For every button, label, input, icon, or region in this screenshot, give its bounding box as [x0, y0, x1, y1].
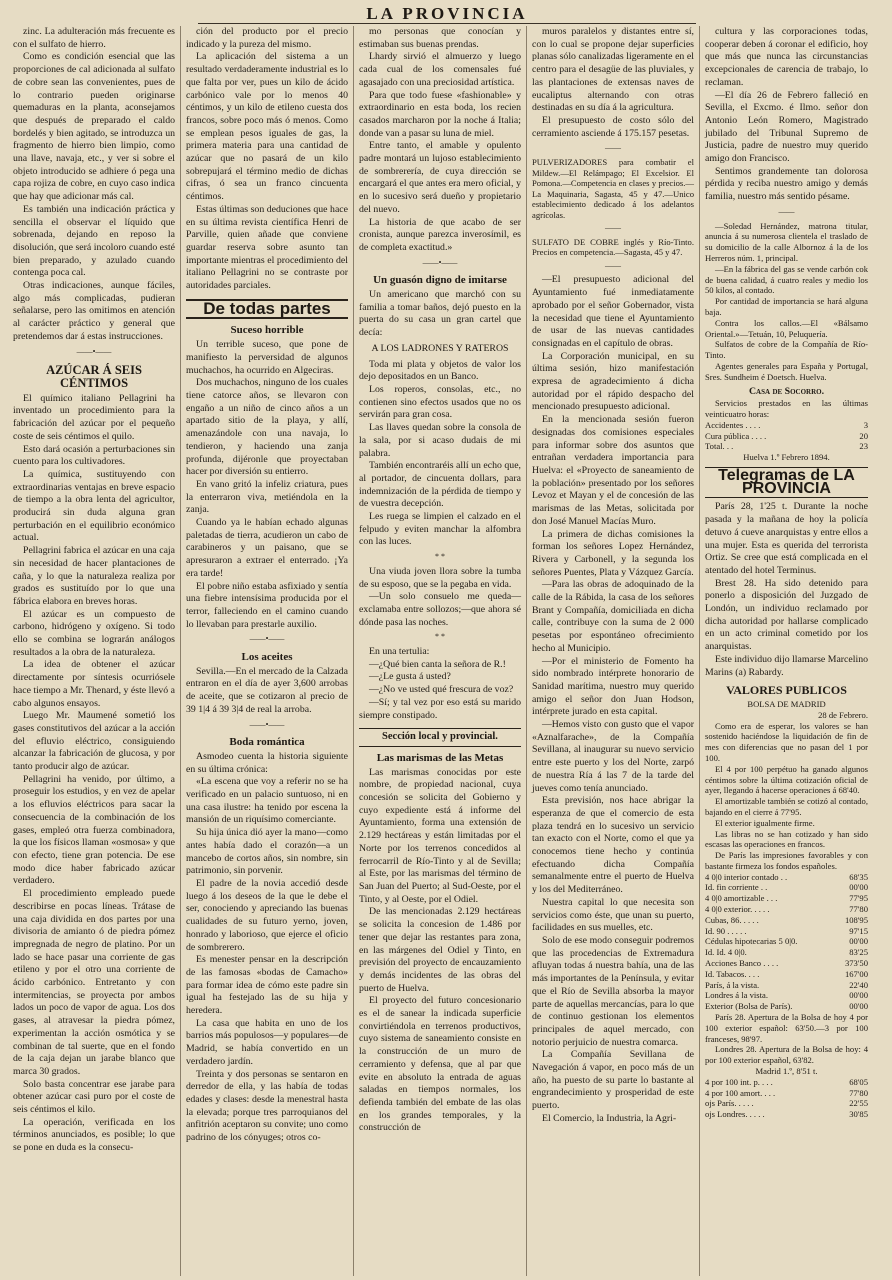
paragraph: Toda mi plata y objetos de valor los dejo depositados en un Banco.	[359, 358, 521, 383]
paragraph: Contra los callos.—El «Bálsamo Oriental.»—Tetuán, 10, Peluquería.	[705, 317, 868, 339]
separator: * *	[435, 632, 445, 642]
col2-boda-body	[186, 751, 348, 1145]
paragraph: La aplicación del sistema a un resultado verdaderamente industrial es lo que falta por ver, pues un kilo de ácido carbónico vale por lo menos 40 céntimos, y un kilo de etileno cuesta dos francos, sobre poco más ó menos. Como se emplean pesos iguales de gas, la primera materia para una cantidad de azúcar que no pasará de un kilo sobrepujará el término medio de dichas cifras, ó sea un franco cincuenta céntimos.	[186, 51, 348, 203]
column-2	[181, 26, 354, 1276]
paragraph: Treinta y dos personas se sentaron en derredor de ella, y las había de todas edades y clases: desde la menestral hasta la elevada; porque tres parroquianos del anfitrión aceptaron su convite; uno como padrino de los cónyuges; otros co-	[186, 1068, 348, 1144]
paragraph: Asmodeo cuenta la historia siguiente en su última crónica:	[186, 750, 348, 775]
newspaper-title: LA PROVINCIA	[366, 4, 528, 23]
paragraph: Las llaves quedan sobre la consola de la sala, por si acaso dudais de mi palabra.	[359, 422, 521, 459]
paragraph: Lhardy sirvió el almuerzo y luego cada cual de los comensales fué agasajado con una preciosidad artística.	[359, 51, 521, 88]
table-row	[705, 1109, 868, 1120]
paragraph: La historia de que acabo de ser cronista, aunque parezca inverosímil, es de completa exactitud.»	[359, 216, 521, 253]
paragraph: mo personas que conocían y estimaban sus buenas prendas.	[359, 26, 521, 50]
paragraph: En vano gritó la infeliz criatura, pues la enterraron viva, metiéndola en la zanja.	[186, 478, 348, 516]
table-row	[705, 431, 868, 442]
row-label: 4 por 100 amort. . . .	[705, 1087, 776, 1098]
row-label: Londres á la vista.	[705, 990, 769, 1001]
paragraph: cultura y las corporaciones todas, cooperar deben á coronar el edificio, hoy que más que nunca las circunstancias excepcionales de carencia de trabajo, lo reclaman.	[705, 26, 868, 88]
row-value: 373'50	[844, 958, 868, 969]
row-label: Id. Id. 4 0|0.	[705, 947, 747, 958]
row-value: 00'00	[849, 1001, 868, 1012]
socorro-date: Huelva 1.º Febrero 1894.	[743, 452, 830, 463]
row-label: 4 0|0 interior contado . .	[705, 871, 788, 882]
paragraph: La Compañía Sevillana de Navegación á vapor, en poco más de un año, ha puesto de su parte lo bastante al engrandecimiento y prosperidad de este puerto.	[532, 1049, 694, 1112]
col2-suceso-body	[186, 339, 348, 631]
paragraph: El exterior igualmente firme.	[715, 817, 815, 828]
socorro-intro: Servicios prestados en las últimas veinticuatro horas:	[705, 398, 868, 419]
paragraph: —Para las obras de adoquinado de la calle de la Rábida, la casa de los señores Brant y Compañía, domiciliada en dicha calle, contribuye con la suma de 2 000 pesetas por espontáneo ofrecimiento hecho al Municipio.	[532, 579, 694, 654]
telegrams-heading: Telegramas de LA PROVINCIA	[705, 467, 868, 498]
table-row	[705, 947, 868, 958]
advertisement-pulverizadores: PULVERIZADORES para combatir el Mildew.—El Relámpago; El Excelsior. El Pomona.—Competencia en clases y precios.—La Maquinaria, Sagasta, 45 y 47.—Unico establecimiento dedicado á los adelantos agrícolas.	[532, 157, 694, 220]
paragraph: —El presupuesto adicional del Ayuntamiento fué inmediatamente aprobado por el señor Gobernador, vista la necesidad que tiene el Ayuntamiento de usar de las nuevas cantidades consignadas en el capítulo de obras.	[532, 274, 694, 349]
paragraph: Agentes generales para España y Portugal, Sres. Sundheim é Doetsch. Huelva.	[705, 360, 868, 382]
row-value: 97'15	[849, 925, 868, 936]
row-value: 77'95	[849, 893, 868, 904]
paragraph: «La escena que voy a referir no se ha verificado en un palacio suntuoso, ni en una casa ilustre: ha tenido por escena la mansión de un riquísimo comerciante.	[186, 776, 348, 826]
paragraph: El azúcar es un compuesto de carbono, hidrógeno y oxígeno. Si todo ello se combina se lograrán análogos resultados a la obra de la naturaleza.	[13, 608, 175, 658]
row-value: 68'05	[849, 1076, 868, 1087]
paragraph: Brest 28. Ha sido detenido para ponerlo a disposición del Juzgado de Londón, un individuo reclamado por dicha autoridad por hallarse complicado en un acto criminal cometido por los anarquistas.	[705, 577, 868, 653]
col1-article-body	[13, 393, 175, 1155]
row-label: Exterior (Bolsa de París).	[705, 1001, 793, 1012]
column-5	[700, 26, 873, 1276]
separator: ——	[605, 260, 621, 270]
row-label: 4 por 100 int. p. . . .	[705, 1076, 773, 1087]
row-value: 68'35	[849, 871, 868, 882]
paragraph: muros paralelos y distantes entre sí, con lo cual se propone dejar superficies planas sólo canalizadas ligeramente en el centro para el desagüe de las pluviales, y las plantaciones de extensas naves de eucaliptus alternando con otras destinadas en su día á la agricultura.	[532, 26, 694, 114]
paragraph: Es menester pensar en la descripción de las famosas «bodas de Camacho» para formar idea de cómo este padre sin igual ha festejado las de su hija y heredera.	[186, 954, 348, 1017]
valores-table	[705, 872, 868, 1012]
row-label: Id. 90 . . . . .	[705, 925, 747, 936]
paragraph: La Corporación municipal, en su última sesión, hizo manifestación expresa de agradecimiento á dicha autoridad por el rápido despacho del mencionado presupuesto adicional.	[532, 350, 694, 413]
londres-quote: Londres 28. Apertura de la Bolsa de hoy: 4 por 100 exterior español, 63'82.	[705, 1044, 868, 1066]
paragraph: París 28, 1'25 t. Durante la noche pasada y la mañana de hoy la policía detuvo á cueve anarquistas y entre ellos a una mujer. Esta es querida del terrorista Ortiz. Se cree que está complicada en el atentado del hotel Terminus.	[705, 501, 868, 576]
table-row	[705, 1098, 868, 1109]
valores-heading: VALORES PUBLICOS	[726, 683, 847, 698]
separator: ——•——	[249, 719, 285, 729]
separator: ——•——	[249, 634, 285, 644]
row-label: 4 0|0 amortizable . . .	[705, 893, 778, 904]
col3-marismas-body	[359, 767, 521, 1135]
table-row	[705, 969, 868, 980]
column-4	[527, 26, 700, 1276]
paragraph: Los roperos, consolas, etc., no contienen sino efectos usados que no os servirán para gran cosa.	[359, 383, 521, 421]
row-value: 00'00	[849, 936, 868, 947]
col5-intro	[705, 26, 868, 204]
paragraph: Por cantidad de importancia se hará alguna baja.	[705, 296, 868, 317]
table-row	[705, 990, 868, 1001]
column-3	[354, 26, 527, 1276]
separator: ——	[605, 143, 621, 153]
article-heading-boda: Boda romántica	[229, 736, 305, 749]
paragraph: —¿No ve usted qué frescura de voz?	[369, 684, 514, 696]
paragraph: El 4 por 100 perpétuo ha ganado algunos céntimos sobre la última cotización oficial de ayer, llegando á hacerse operaciones á 68'40.	[705, 763, 868, 796]
paragraph: Solo basta concentrar ese jarabe para obtener azúcar casi puro por el coste de seis céntimos el kilo.	[13, 1078, 175, 1116]
row-value: 30'85	[849, 1109, 868, 1120]
table-row	[705, 1088, 868, 1099]
paragraph: —¿Qué bien canta la señora de R.!	[369, 658, 506, 670]
row-value: 108'95	[844, 914, 868, 925]
paragraph: Un americano que marchó con su familia a tomar baños, dejó puesto en la puerta do su casa un gran cartel que decía:	[359, 289, 521, 339]
row-label: Cura pública . . . .	[705, 430, 767, 441]
separator: ——•——	[76, 346, 112, 356]
row-value: 77'80	[849, 1087, 868, 1098]
table-row	[705, 872, 868, 883]
paragraph: Una viuda joven llora sobre la tumba de su esposo, que se la pegaba en vida.	[359, 565, 521, 590]
row-value: 83'25	[849, 947, 868, 958]
col2-aceites-body	[186, 666, 348, 717]
paragraph: Las libras no se han cotizado y han sido escasas las operaciones en francos.	[705, 828, 868, 850]
row-label: Acciones Banco . . . .	[705, 958, 779, 969]
paragraph: En la mencionada sesión fueron designadas dos comisiones especiales para informar sobre dos asuntos que entrañan verdadera importancia para Huelva: el «Proyecto de saneamiento de la población» presentado por los señores Levoz et Mayan y el de concesión de las marismas de las Metas, solicitada por don José Manuel Macías Muro.	[532, 414, 694, 527]
section-heading-de-todas-partes: De todas partes	[186, 299, 348, 320]
col3-intro	[359, 26, 521, 255]
row-value: 00'00	[849, 990, 868, 1001]
row-label: ojs Londres. . . . .	[705, 1109, 765, 1120]
table-row	[705, 980, 868, 991]
table-row	[705, 926, 868, 937]
paragraph: Su hija única dió ayer la mano—como antes había dado el corazón—a un mancebo de cortos años, sin nombre, sin patrimonio, sin porvenir.	[186, 827, 348, 877]
separator: ——•——	[422, 257, 458, 267]
paragraph: Pellagrini fabrica el azúcar en una caja sin necesidad de hacer plantaciones de caña, y lo que la naturaleza realiza por grados es sustituído por lo que una fábrica elabora en breves horas.	[13, 545, 175, 607]
paragraph: El Comercio, la Industria, la Agri-	[542, 1112, 677, 1124]
paragraph: —Por el ministerio de Fomento ha sido nombrado intérprete honorario de Sanidad marítima, nuestro muy querido amigo el señor don Juan Hodson, intérprete jurado en esta capital.	[532, 655, 694, 718]
paragraph: En una tertulia:	[369, 646, 430, 658]
paragraph: También encontraréis allí un echo que, al portador, de cincuenta dollars, para indemnización de la pérdida de tiempo y de vuestra decepción.	[359, 460, 521, 510]
paragraph: Luego Mr. Maumené sometió los gases constitutivos del azúcar a la acción del efluvio eléctrico, consiguiendo alcanzar la fabricación de glucosa, y por tanto producir algo de azúcar.	[13, 710, 175, 773]
paragraph: —Soledad Hernández, matrona titular, anuncia á su numerosa clientela el traslado de su domicilio de la calle Albornoz á la de los Herreros núm. 1, principal.	[705, 220, 868, 263]
madrid-table	[705, 1077, 868, 1120]
col4-intro	[532, 26, 694, 140]
paragraph: —Un solo consuelo me queda—exclamaba entre sollozos;—que ahora sé dónde pasa las noches.	[359, 591, 521, 628]
article-heading-aceites: Los aceites	[241, 651, 293, 664]
row-value: 22'40	[849, 979, 868, 990]
separator: ——	[778, 206, 795, 216]
table-row	[705, 958, 868, 969]
paragraph: —El día 26 de Febrero falleció en Sevilla, el Excmo. é Ilmo. señor don Antonio León Romero, Magistrado jubilado del Tribunal Supremo de Justicia, padre de nuestro muy querido amigo don Francisco.	[705, 89, 868, 165]
paragraph: Sulfatos de cobre de la Compañía de Río-Tinto.	[705, 339, 868, 361]
row-label: Cédulas hipotecarias 5 0|0.	[705, 936, 798, 947]
paragraph: La primera de dichas comisiones la forman los señores Lopez Hernández, Rivera y Carbonell, y la segunda los señores Puentes, Plata y Vázquez García.	[532, 528, 694, 578]
row-value: 3	[863, 419, 868, 430]
telegrams-body	[705, 501, 868, 679]
paragraph: Nuestra capital lo que necesita son servicios como éste, que unan su puerto, facilidades en sus muelles, etc.	[532, 896, 694, 934]
masthead-rule	[198, 23, 696, 24]
paragraph: Les ruega se limpien el calzado en el felpudo y eviten manchar la alfombra con las luces.	[359, 511, 521, 548]
paragraph: Un terrible suceso, que pone de manifiesto la perversidad de algunos muchachos, ha ocurrido en Algeciras.	[186, 339, 348, 376]
madrid-title: Madrid 1.º, 8'51 t.	[755, 1066, 818, 1077]
row-label: Accidentes . . . .	[705, 419, 761, 430]
col5-ads	[705, 221, 868, 383]
col1-intro	[13, 26, 175, 344]
paragraph: El amortizable también se cotizó al contado, bajando en el cierre á 77'95.	[705, 796, 868, 817]
row-value: 77'80	[849, 904, 868, 915]
table-row	[705, 1001, 868, 1012]
row-value: 00'00	[849, 882, 868, 893]
paragraph: —Sí; y tal vez por eso está su marido siempre constipado.	[359, 696, 521, 721]
paragraph: —Hemos visto con gusto que el vapor «Aznalfarache», de la Compañía Sevillana, al inaugurar su nuevo servicio entre este puerto y los del Norte, zarpó de nuestra Ría á las 7 de la tarde del jueves como tenía anunciado.	[532, 719, 694, 794]
row-label: París, á la vista.	[705, 979, 760, 990]
paragraph: Las marismas conocidas por este nombre, de propiedad nacional, cuya concesión se solicita del Gobierno y cuyo expediente está á informe del Ayuntamiento, forma una extensión de 2.129 hectáreas y están limitadas por el Norte por los terrenos concedidos al ferrocarril de Río-Tinto y al de Sevilla; al Este, por las marismas del término de San Juan del Puerto; al Sud-Oeste, por el Tinto, y al Oeste, por el Odiel.	[359, 766, 521, 905]
paragraph: El padre de la novia accedió desde luego á los deseos de la que le debe el ser, conociendo y apreciando las buenas cualidades de su futuro yerno, joven, honrado y laborioso, que ejerce el oficio de sombrerero.	[186, 878, 348, 953]
paragraph: Esta previsión, nos hace abrigar la esperanza de que el comercio de esta plaza tendrá en lo sucesivo un servicio tan exacto con el Norte, como el que ya conocemos tiene hecho y continúa efectuando dicha Compañía semanalmente entre el puerto de Huelva y los del Mediterráneo.	[532, 795, 694, 896]
paragraph: Este individuo dijo llamarse Marcelino Marins (a) Rabardy.	[705, 653, 868, 678]
col3-tertulia-body	[359, 646, 521, 722]
article-heading-suceso: Suceso horrible	[230, 324, 304, 337]
paragraph: La operación, verificada en los términos anunciados, es posible; lo que se pone en duda es la consecu-	[13, 1116, 175, 1154]
table-row	[705, 1077, 868, 1088]
table-row	[705, 904, 868, 915]
cartel-text: A LOS LADRONES Y RATEROS	[371, 342, 509, 354]
paragraph: El procedimiento empleado puede describirse en pocas líneas. Trátase de una caja dividida en dos partes por una divisoria de amianto ó de piedra pómez impregnada de negro de platino. Por un lado se hace pasar una corriente de gas etileno y por el otro una corriente de ácido carbónico. Entretanto y con intermitencias, se proyecta por ambos lados un poco de vapor de agua. Los dos gases, al atravesar la piedra pómez, experimentan la acción osmótica y se combinan de tal suerte, que en el fondo de la caja dejan un jarabe blanco que marca 30 grados.	[13, 888, 175, 1077]
table-row	[705, 893, 868, 904]
masthead	[8, 0, 886, 26]
paragraph: El químico italiano Pellagrini ha inventado un procedimiento para la fabricación del azúcar por el pequeño coste de seis céntimos el quilo.	[13, 392, 175, 442]
column-1	[8, 26, 181, 1276]
paragraph: —¿Le gusta á usted?	[369, 671, 451, 683]
row-value: 23	[859, 441, 868, 452]
paragraph: Pellagrini ha venido, por último, a proseguir los estudios, y en vez de apelar a los efluvios eléctricos para sacar la consecuencia de la combinación de los gases, empleó otra fuerza combinadora, la que los físicos llaman «osmosa» y que con efecto, tiene gran potencia. De ese modo dice haber fabricado azúcar verdadero.	[13, 773, 175, 887]
section-heading-local: Sección local y provincial.	[359, 728, 521, 747]
paragraph: ción del producto por el precio indicado y la pureza del mismo.	[186, 26, 348, 50]
table-row	[705, 882, 868, 893]
paragraph: La idea de obtener el azúcar directamente por síntesis ocurriósele hace tiempo a Mr. Thenard, y éste llevó a cabo algunos ensayos.	[13, 659, 175, 709]
col2-intro	[186, 26, 348, 293]
col3-guason-body	[359, 289, 521, 340]
valores-date: 28 de Febrero.	[818, 709, 868, 720]
paragraph: Como es condición esencial que las proporciones de cal adicionada al sulfato de cobre sean las convenientes, pues de lo contrario pueden originarse quemaduras en la planta, aconsejamos que después de preparado el caldo bordelés y bien agitado, se introduzca un fragmento de hierro bien limpio, como una llave, navaja, etc., y ver si sobre el objeto introducido se adhiere ó pega una capa rojiza de cobre, en cuyo caso indica que hay que adicionar más cal.	[13, 51, 175, 203]
paragraph: Esto dará ocasión a perturbaciones sin cuento para los cultivadores.	[13, 443, 175, 468]
paragraph: La química, sustituyendo con extraordinarias ventajas en breve espacio de tiempo a la obra lenta del agricultor, producirá sin duda alguna gran perturbación en el equilibrio económico actual.	[13, 468, 175, 544]
paragraph: Para que todo fuese «fashionable» y extraordinario en esta boda, los recien casados marcharon por la noche á Italia; donde van a pasar su luna de miel.	[359, 89, 521, 139]
col3-guason-body2	[359, 359, 521, 550]
paragraph: —En la fábrica del gas se vende carbón cok de buena calidad, á cuatro reales y medio los 50 kilos, al contado.	[705, 263, 868, 296]
valores-notes	[705, 721, 868, 872]
row-value: 167'00	[844, 968, 868, 979]
paragraph: El proyecto del futuro concesionario es el de sanear la indicada superficie convirtiéndola en terrenos productivos, cuyo sistema de saneamiento consiste en la construcción de un muro de cerramiento y defensa, que al par que evite en absoluto la entrada de aguas saladas en tiempos normales, los defienda también del embate de las olas en los grandes temporales, y la construcción de	[359, 995, 521, 1134]
paragraph: La casa que habita en uno de los barrios más populosos—y populares—de Madrid, se había convertido en un verdadero jardín.	[186, 1017, 348, 1067]
columns	[8, 26, 886, 1276]
separator: * *	[435, 552, 445, 562]
row-label: Id. fin corriente . .	[705, 882, 768, 893]
article-heading-azucar: AZÚCAR Á SEIS CÉNTIMOS	[46, 363, 142, 390]
paragraph: De París las impresiones favorables y con bastante firmeza los fondos españoles.	[705, 850, 868, 871]
col3-viuda-body	[359, 566, 521, 630]
article-heading-guason: Un guasón digno de imitarse	[373, 274, 507, 287]
paragraph: Es también una indicación práctica y sencilla el observar el líquido que sobrenada, dejando en reposo la disolución, que será incoloro cuando esté bien preparado, y azulado cuando contenga poca cal.	[13, 203, 175, 279]
paragraph: Otras indicaciones, aunque fáciles, algo más complicadas, pudieran señalarse, pero las omitimos en atención al carácter práctico y general que pretendemos dar á estas instrucciones.	[13, 280, 175, 342]
paragraph: Solo de ese modo conseguir podremos que las procedencias de Extremadura afluyan todas á nuestra bahía, una de las más importantes de la Península, y evitar que el Río de Sevilla absorba la mayor parte de aquellas mercancías, para lo que de continuo gestionan los elementos principales de aquel mercado, con notorio perjuicio de nuestra comarca.	[532, 935, 694, 1048]
separator: ——	[605, 223, 621, 233]
paragraph: De las mencionadas 2.129 hectáreas se solicita la concesion de 1.486 por tener que dejar las restantes para zona, en las márgenes del Odiel y Tinto, en previsión del proyecto de encauzamiento y demás incidentes de las obras del puerto de Huelva.	[359, 906, 521, 994]
paragraph: Sentimos grandemente tan dolorosa pérdida y reciba nuestro amigo y demás familia, nuestro más sentido pésame.	[705, 165, 868, 203]
paragraph: Estas últimas son deduciones que hace en su última revista científica Henri de Parville, quien añade que conviene guardar reserva sobre asunto tan importante mientras el procedimiento del italiano Pellagrini no se contraste por autoridades parciales.	[186, 203, 348, 292]
row-label: Id. Tabacos. . . .	[705, 968, 760, 979]
paragraph: Cuando ya le habían echado algunas paletadas de tierra, acudieron un cabo de carabineros y un paisano, que se apresuraron a extraer el enterrado. ¡Ya era tarde!	[186, 517, 348, 579]
paragraph: Dos muchachos, ninguno de los cuales tiene catorce años, se llevaron con engaño a un niño de cinco años a un apartado sitio de la playa, y allí, amenazándole con una navaja, lo tendieron, y haciendo una zanja profunda, dijéronle que proyectaban hacer por diversión su entierro.	[186, 377, 348, 478]
paris-quote: París 28. Apertura de la Bolsa de hoy 4 por 100 exterior español: 63'50.—3 por 100 franceses, 98'97.	[705, 1012, 868, 1044]
row-label: Total. . .	[705, 441, 734, 452]
table-row	[705, 441, 868, 452]
paragraph: Sevilla.—En el mercado de la Calzada entraron en el día de ayer 3,600 arrobas de aceite, que se cotizaron al precio de 39 1|4 á 39 3|4 de real la arroba.	[186, 665, 348, 715]
table-row	[705, 936, 868, 947]
bolsa-heading: BOLSA DE MADRID	[747, 698, 826, 709]
table-row	[705, 915, 868, 926]
row-label: 4 0|0 exterior. . . . .	[705, 904, 770, 915]
row-value: 22'55	[849, 1098, 868, 1109]
col4-body	[532, 274, 694, 1125]
paragraph: zinc. La adulteración más frecuente es con el sulfato de hierro.	[13, 26, 175, 50]
advertisement-sulfato: SULFATO DE COBRE inglés y Río-Tinto. Precios en competencia.—Sagasta, 45 y 47.	[532, 236, 694, 258]
paragraph: El presupuesto de costo sólo del cerramiento asciende á 175.157 pesetas.	[532, 114, 694, 139]
row-label: Cubas, 86. . . . .	[705, 914, 759, 925]
paragraph: Entre tanto, el amable y opulento padre montará un lujoso establecimiento de sombrerería, de cuya dirección se encargará el que antes era mero oficial, y en lo sucesivo será dueño y propietario del nuevo.	[359, 140, 521, 215]
socorro-title: Casa de Socorro.	[748, 385, 825, 397]
paragraph: El pobre niño estaba asfixiado y sentía una fiebre intensísima producida por el terror, falleciendo en el camino cuando lo llevaban para prestarle auxilio.	[186, 580, 348, 630]
row-value: 20	[859, 430, 868, 441]
row-label: ojs París. . . . .	[705, 1098, 754, 1109]
table-row	[705, 420, 868, 431]
socorro-table	[705, 420, 868, 452]
article-heading-marismas: Las marismas de las Metas	[376, 751, 504, 764]
paragraph: Como era de esperar, los valores se han sostenido haciéndose la liquidación de fin de mes con diferencias que no pasan del 1 por 100.	[705, 720, 868, 763]
